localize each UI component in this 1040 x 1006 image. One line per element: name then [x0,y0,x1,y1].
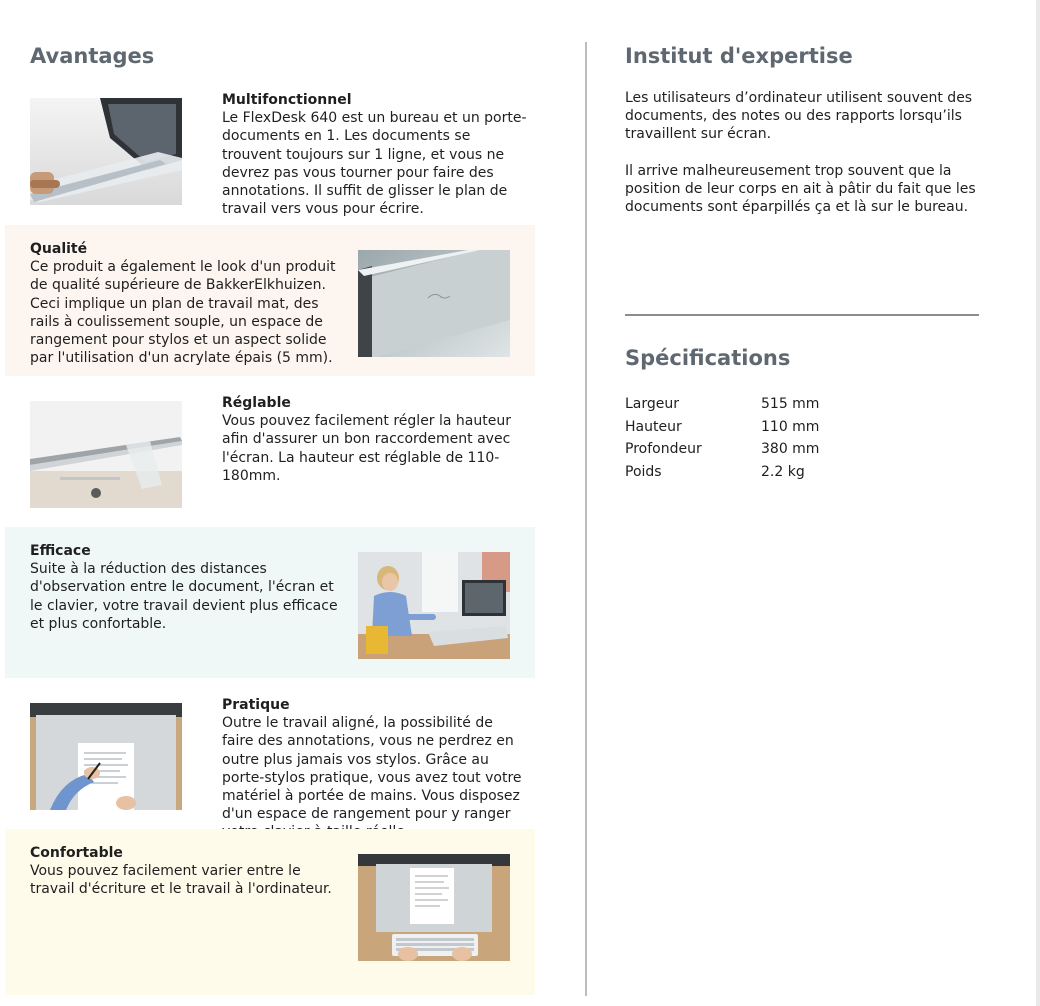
acrylic-surface-photo [358,250,510,357]
spec-row [625,438,819,461]
adjustable-stand-photo [30,401,182,508]
feature-body: Le FlexDesk 640 est un bureau et un porte-documents en 1. Les documents se trouvent toujours sur 1 ligne, et vous ne devrez pas vous tourner pour faire des annotations. Il suffit de glisser le plan de travail vers vous pour écrire. [222,110,527,218]
specifications-table [625,393,819,483]
feature-text [30,240,340,367]
feature-body: Vous pouvez facilement régler la hauteur afin d'assurer un bon raccordement avec l'écran. La hauteur est réglable de 110-180mm. [222,413,511,484]
feature-reglable [5,376,535,527]
feature-text [30,542,340,633]
feature-confortable [5,829,535,995]
woman-at-desk-photo [358,552,510,659]
spec-label: Profondeur [625,441,702,458]
writing-on-document-photo [30,703,182,810]
feature-title: Confortable [30,845,123,861]
keyboard-under-stand-photo [358,854,510,961]
feature-title: Réglable [222,395,291,411]
advantages-title: Avantages [30,44,155,68]
feature-body: Ce produit a également le look d'un produit de qualité supérieure de BakkerElkhuizen. Ceci implique un plan de travail mat, des rails à coulissement souple, un espace de rangement pour stylos et un aspect solide par l'utilisation d'un acrylate épais (5 mm). [30,259,336,367]
feature-efficace [5,527,535,678]
feature-text [222,394,527,485]
spec-value: 110 mm [761,418,820,435]
feature-pratique [5,678,535,829]
feature-text [222,696,527,842]
feature-text [222,91,527,218]
spec-value: 2.2 kg [761,464,805,481]
spec-row [625,416,819,439]
laptop-on-desk-photo [30,98,182,205]
feature-body: Vous pouvez facilement varier entre le travail d'écriture et le travail à l'ordinateur. [30,863,332,898]
feature-multifonctionnel [5,73,535,224]
expertise-paragraph: Les utilisateurs d’ordinateur utilisent souvent des documents, des notes ou des rapports lorsqu’ils travaillent sur écran. [625,90,973,143]
spec-value: 380 mm [761,441,820,458]
feature-text [30,844,340,899]
column-divider [585,42,587,996]
spec-row [625,393,819,416]
feature-title: Multifonctionnel [222,92,352,108]
feature-title: Pratique [222,697,290,713]
feature-body: Outre le travail aligné, la possibilité de faire des annotations, vous ne perdrez en outre plus jamais vos stylos. Grâce au porte-stylos pratique, vous avez tout votre matériel à portée de mains. Vous disposez d'un espace de rangement pour y ranger [222,715,522,823]
spec-row [625,461,819,484]
expertise-title: Institut d'expertise [625,44,853,68]
spec-label: Poids [625,464,662,481]
expertise-paragraph: Il arrive malheureusement trop souvent que la position de leur corps en ait à pâtir du fait que les documents sont éparpillés ça et là sur le bureau. [625,163,976,216]
feature-title: Qualité [30,241,88,257]
spec-value: 515 mm [761,396,820,413]
spec-label: Hauteur [625,418,682,435]
feature-title: Efficace [30,543,91,559]
section-divider [625,314,979,316]
scrollbar-track[interactable] [1036,0,1040,1006]
spec-label: Largeur [625,396,680,413]
specifications-title: Spécifications [625,346,791,370]
feature-qualite [5,225,535,376]
feature-body: Suite à la réduction des distances d'observation entre le document, l'écran et le clavier, votre travail devient plus efficace et plus confortable. [30,561,338,632]
